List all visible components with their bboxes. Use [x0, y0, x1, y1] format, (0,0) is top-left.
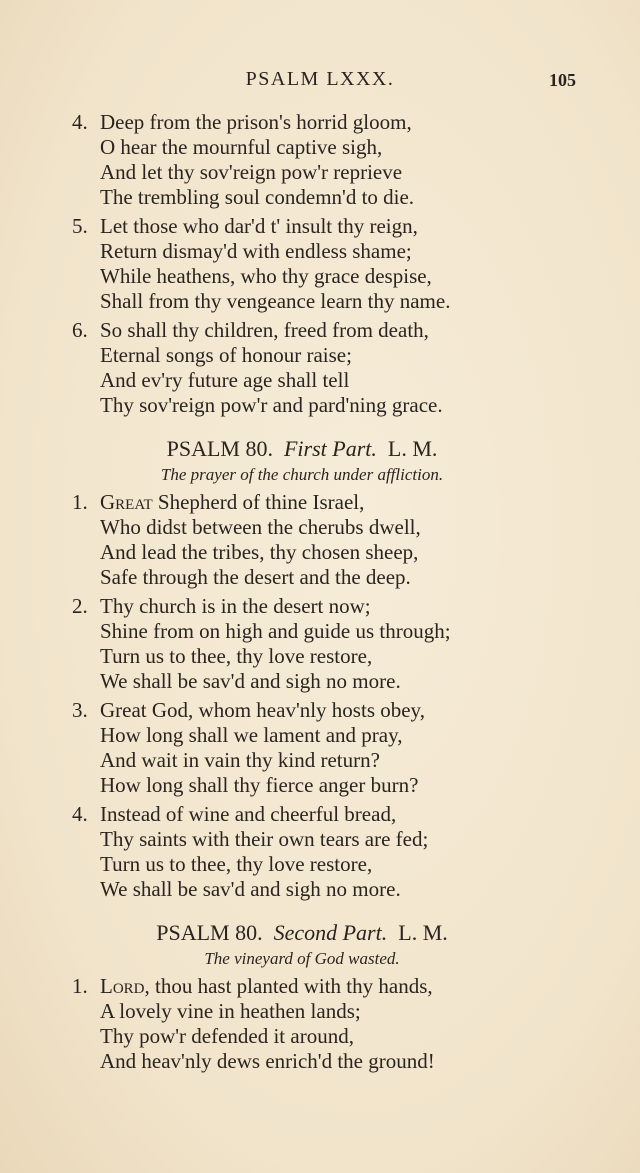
verse-text: Deep from the prison's horrid gloom, [100, 110, 412, 134]
stanza [72, 490, 552, 590]
stanza [72, 594, 552, 694]
verse-initial-word: Great [100, 490, 153, 514]
verse-line: And wait in vain thy kind return? [100, 748, 380, 772]
verse-line [72, 698, 552, 723]
verse-text: Let those who dar'd t' insult thy reign, [100, 214, 418, 238]
verse-text: Shepherd of thine Israel, [152, 490, 365, 514]
psalm-part: Second Part. [273, 920, 388, 945]
verse-line: Shine from on high and guide us through; [100, 619, 451, 643]
verse-text: , thou hast planted with thy hands, [144, 974, 433, 998]
stanza-number: 1. [72, 490, 88, 514]
psalm-subtitle: The vineyard of God wasted. [204, 949, 400, 968]
verse-line: Thy pow'r defended it around, [100, 1024, 354, 1048]
verse-line: We shall be sav'd and sigh no more. [100, 669, 401, 693]
verse-text: Great God, whom heav'nly hosts obey, [100, 698, 425, 722]
stanza-number: 5. [72, 214, 88, 238]
verse-line: And let thy sov'reign pow'r reprieve [100, 160, 403, 184]
psalm-subtitle: The prayer of the church under affliction. [160, 465, 444, 484]
psalm-heading [52, 918, 552, 948]
stanza [72, 802, 552, 902]
verse-line: O hear the mournful captive sigh, [100, 135, 383, 159]
verse-line: While heathens, who thy grace despise, [100, 264, 432, 288]
verse-line: Who didst between the cherubs dwell, [100, 515, 421, 539]
verse-line [72, 974, 552, 999]
verse-text: Instead of wine and cheerful bread, [100, 802, 397, 826]
verse-line: And heav'nly dews enrich'd the ground! [100, 1049, 435, 1073]
verse-line [72, 594, 552, 619]
verse-line: Safe through the desert and the deep. [100, 565, 411, 589]
stanza [72, 974, 552, 1074]
page-content [72, 110, 552, 1074]
verse-line [72, 214, 552, 239]
verse-line: Shall from thy vengeance learn thy name. [100, 289, 451, 313]
psalm-meter: L. M. [387, 436, 438, 461]
psalm-title: PSALM 80. [166, 436, 273, 461]
page-number: 105 [549, 70, 576, 90]
verse-text: So shall thy children, freed from death, [100, 318, 429, 342]
verse-line: And ev'ry future age shall tell [100, 368, 350, 392]
verse-line: How long shall thy fierce anger burn? [100, 773, 419, 797]
verse-line: We shall be sav'd and sigh no more. [100, 877, 401, 901]
running-head [0, 68, 640, 98]
verse-line: The trembling soul condemn'd to die. [100, 185, 415, 209]
verse-initial-word: Lord [100, 974, 145, 998]
verse-line [72, 802, 552, 827]
stanza-number: 1. [72, 974, 88, 998]
stanza-number: 3. [72, 698, 88, 722]
verse-line: A lovely vine in heathen lands; [100, 999, 361, 1023]
psalm-meter: L. M. [398, 920, 448, 945]
verse-line [72, 318, 552, 343]
stanza-number: 6. [72, 318, 88, 342]
psalm-title: PSALM 80. [156, 920, 263, 945]
stanza-number: 4. [72, 110, 88, 134]
stanza [72, 110, 552, 210]
verse-line: Eternal songs of honour raise; [100, 343, 352, 367]
verse-line: How long shall we lament and pray, [100, 723, 403, 747]
verse-line: Thy saints with their own tears are fed; [100, 827, 429, 851]
stanza [72, 318, 552, 418]
running-title: PSALM LXXX. [245, 68, 395, 90]
verse-line [72, 110, 552, 135]
verse-line: Turn us to thee, thy love restore, [100, 852, 373, 876]
psalm-part: First Part. [283, 436, 377, 461]
stanza-number: 2. [72, 594, 88, 618]
psalm-heading [52, 434, 552, 464]
stanza-number: 4. [72, 802, 88, 826]
stanza [72, 214, 552, 314]
verse-line: And lead the tribes, thy chosen sheep, [100, 540, 419, 564]
verse-text: Thy church is in the desert now; [100, 594, 371, 618]
verse-line: Return dismay'd with endless shame; [100, 239, 412, 263]
stanza [72, 698, 552, 798]
verse-line [72, 490, 552, 515]
verse-line: Thy sov'reign pow'r and pard'ning grace. [100, 393, 443, 417]
verse-line: Turn us to thee, thy love restore, [100, 644, 373, 668]
